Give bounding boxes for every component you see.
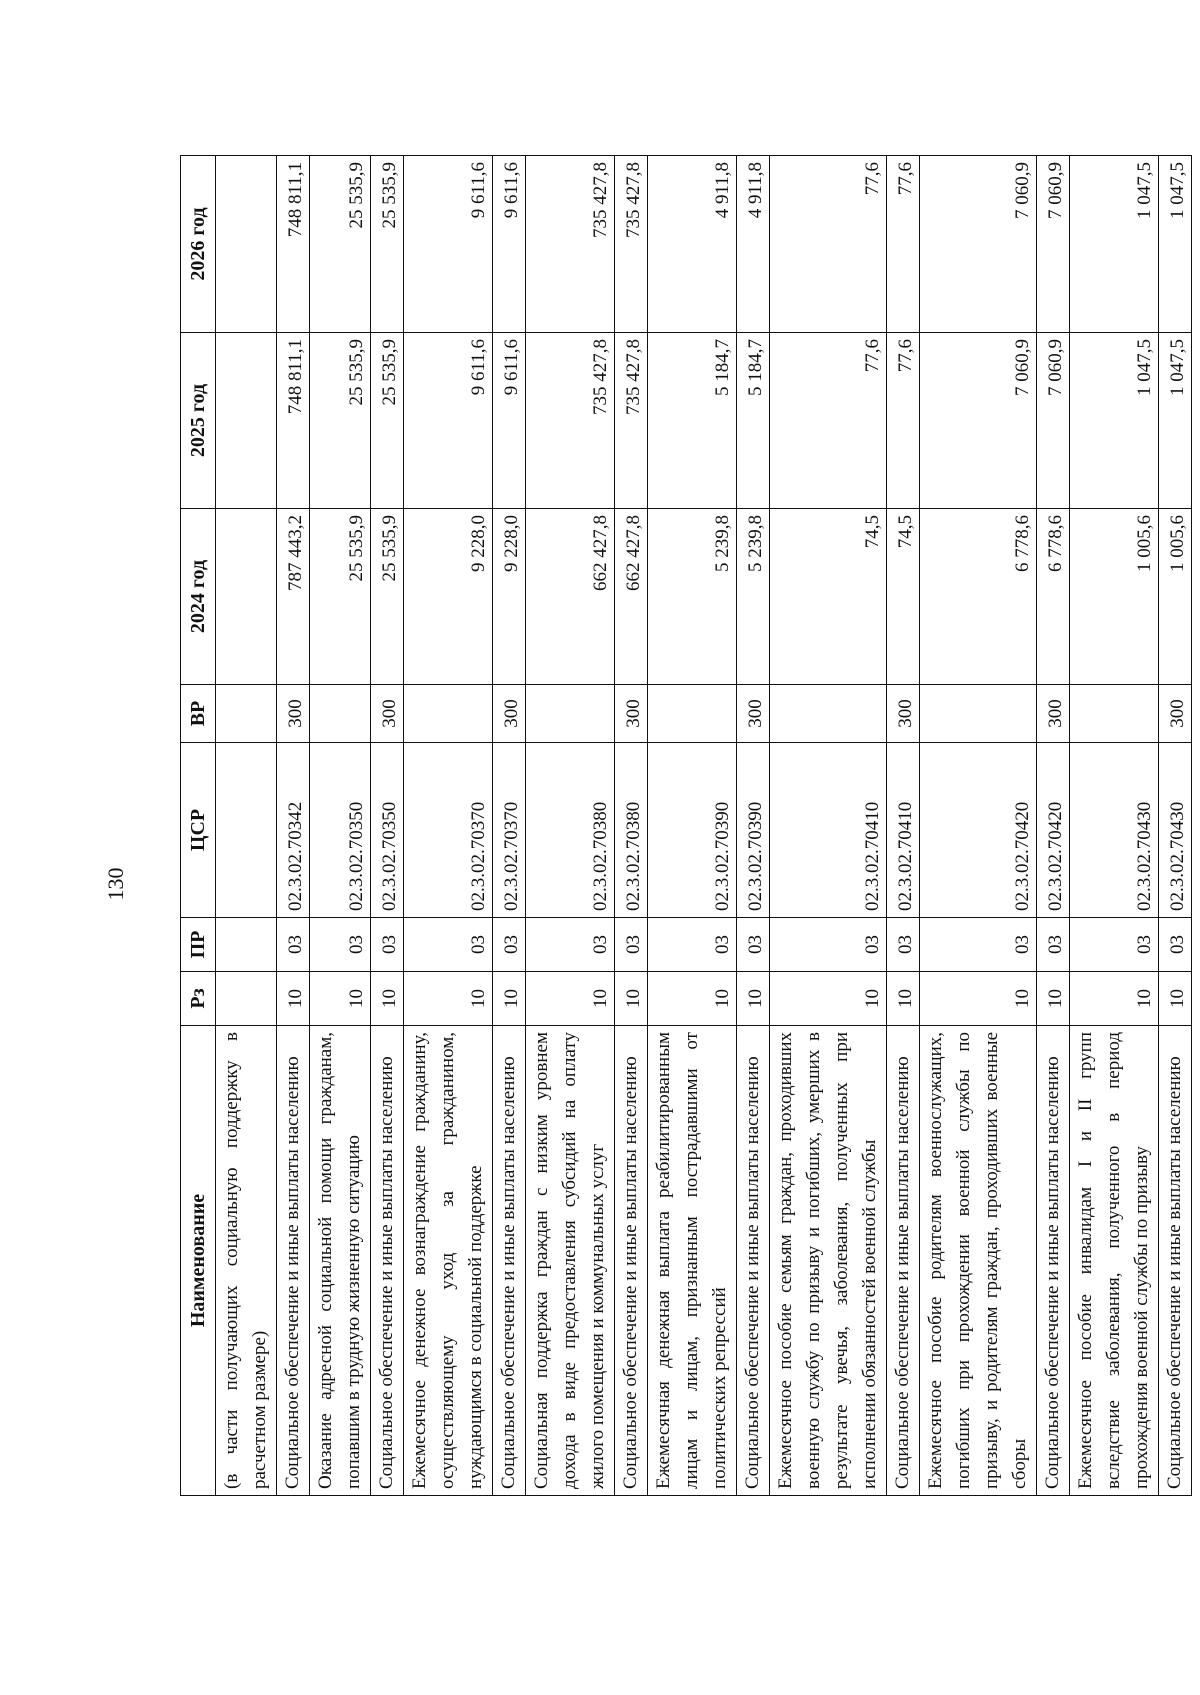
- row-2026: 7 060,9: [920, 156, 1037, 333]
- row-csr: 02.3.02.70430: [1159, 743, 1192, 918]
- row-rz: 10: [277, 972, 310, 1026]
- row-2024: 5 239,8: [648, 509, 737, 685]
- row-2024: 787 443,2: [277, 509, 310, 685]
- row-2026: 735 427,8: [526, 156, 615, 333]
- row-2026: 4 911,8: [737, 156, 770, 333]
- table-row: [216, 156, 277, 1496]
- row-csr: 02.3.02.70420: [920, 743, 1037, 918]
- row-2025: 25 535,9: [310, 333, 371, 509]
- row-rz: 10: [615, 972, 648, 1026]
- row-2024: 74,5: [770, 509, 887, 685]
- row-rz: 10: [648, 972, 737, 1026]
- table-row: [920, 156, 1037, 1496]
- row-name: Социальная поддержка граждан с низким уровнем дохода в виде предоставления субсидий на оплату жилого помещения и коммунальных услуг: [526, 1026, 615, 1496]
- header-2026: 2026 год: [181, 156, 216, 333]
- row-2026: 1 047,5: [1070, 156, 1159, 333]
- row-pr: 03: [770, 918, 887, 972]
- row-2025: 7 060,9: [1037, 333, 1070, 509]
- row-vr: 300: [737, 685, 770, 743]
- table-row: [493, 156, 526, 1496]
- row-name: Ежемесячное пособие семьям граждан, проходивших военную службу по призыву и погибших, умерших в результате увечья, заболевания, полученных при исполнении обязанностей военной службы: [770, 1026, 887, 1496]
- row-pr: 03: [1037, 918, 1070, 972]
- header-2024: 2024 год: [181, 509, 216, 685]
- row-2026: 7 060,9: [1037, 156, 1070, 333]
- budget-table-frame: [180, 156, 1200, 1496]
- row-2025: 748 811,1: [277, 333, 310, 509]
- row-csr: 02.3.02.70370: [404, 743, 493, 918]
- row-pr: 03: [404, 918, 493, 972]
- row-vr: [1070, 685, 1159, 743]
- row-2024: 74,5: [887, 509, 920, 685]
- table-row: [526, 156, 615, 1496]
- row-2025: 25 535,9: [371, 333, 404, 509]
- row-2025: 9 611,6: [493, 333, 526, 509]
- row-2026: 25 535,9: [310, 156, 371, 333]
- row-name: (в части получающих социальную поддержку в расчетном размере): [216, 1026, 277, 1496]
- row-2024: 1 005,6: [1159, 509, 1192, 685]
- header-vr: ВР: [181, 685, 216, 743]
- row-vr: 300: [277, 685, 310, 743]
- table-row: [615, 156, 648, 1496]
- table-row: [277, 156, 310, 1496]
- table-row: [648, 156, 737, 1496]
- row-csr: 02.3.02.70370: [493, 743, 526, 918]
- row-vr: [648, 685, 737, 743]
- table-row: [404, 156, 493, 1496]
- row-rz: 10: [526, 972, 615, 1026]
- table-header-row: [181, 156, 216, 1496]
- row-vr: 300: [1159, 685, 1192, 743]
- row-rz: [216, 972, 277, 1026]
- row-2024: 6 778,6: [1037, 509, 1070, 685]
- row-vr: [216, 685, 277, 743]
- table-row: [1159, 156, 1192, 1496]
- table-row: [371, 156, 404, 1496]
- row-pr: 03: [277, 918, 310, 972]
- page-number: 130: [103, 867, 128, 901]
- row-name: Оказание адресной социальной помощи гражданам, попавшим в трудную жизненную ситуацию: [310, 1026, 371, 1496]
- row-rz: 10: [371, 972, 404, 1026]
- table-row: [1070, 156, 1159, 1496]
- row-csr: 02.3.02.70342: [277, 743, 310, 918]
- table-row: [1037, 156, 1070, 1496]
- row-2026: 77,6: [887, 156, 920, 333]
- row-2025: [216, 333, 277, 509]
- row-pr: [216, 918, 277, 972]
- row-pr: 03: [615, 918, 648, 972]
- row-pr: 03: [310, 918, 371, 972]
- row-2025: 77,6: [770, 333, 887, 509]
- row-csr: 02.3.02.70380: [615, 743, 648, 918]
- row-2025: 735 427,8: [615, 333, 648, 509]
- row-2026: 735 427,8: [615, 156, 648, 333]
- row-vr: 300: [493, 685, 526, 743]
- row-csr: 02.3.02.70410: [887, 743, 920, 918]
- row-name: Социальное обеспечение и иные выплаты населению: [1159, 1026, 1192, 1496]
- row-2026: [216, 156, 277, 333]
- row-csr: 02.3.02.70350: [310, 743, 371, 918]
- row-name: Ежемесячное денежное вознаграждение гражданину, осуществляющему уход за гражданином, нуждающимся в социальной поддержке: [404, 1026, 493, 1496]
- row-name: Социальное обеспечение и иные выплаты населению: [371, 1026, 404, 1496]
- row-vr: 300: [371, 685, 404, 743]
- row-2025: 5 184,7: [737, 333, 770, 509]
- row-2024: 662 427,8: [615, 509, 648, 685]
- row-2025: 7 060,9: [920, 333, 1037, 509]
- row-vr: [920, 685, 1037, 743]
- row-pr: 03: [737, 918, 770, 972]
- row-csr: 02.3.02.70430: [1070, 743, 1159, 918]
- row-rz: 10: [737, 972, 770, 1026]
- header-name: Наименование: [181, 1026, 216, 1496]
- row-2026: 77,6: [770, 156, 887, 333]
- row-2026: 748 811,1: [277, 156, 310, 333]
- row-2025: 1 047,5: [1070, 333, 1159, 509]
- row-2026: 9 611,6: [493, 156, 526, 333]
- row-rz: 10: [920, 972, 1037, 1026]
- row-csr: 02.3.02.70420: [1037, 743, 1070, 918]
- row-csr: 02.3.02.70380: [526, 743, 615, 918]
- row-pr: 03: [493, 918, 526, 972]
- row-2025: 1 047,5: [1159, 333, 1192, 509]
- row-rz: 10: [1037, 972, 1070, 1026]
- row-2026: 4 911,8: [648, 156, 737, 333]
- row-csr: 02.3.02.70350: [371, 743, 404, 918]
- row-vr: 300: [1037, 685, 1070, 743]
- row-vr: 300: [887, 685, 920, 743]
- row-name: Ежемесячная денежная выплата реабилитированным лицам и лицам, признанным пострадавшими от политических репрессий: [648, 1026, 737, 1496]
- row-2026: 25 535,9: [371, 156, 404, 333]
- row-pr: 03: [920, 918, 1037, 972]
- header-csr: ЦСР: [181, 743, 216, 918]
- row-pr: 03: [1070, 918, 1159, 972]
- row-pr: 03: [648, 918, 737, 972]
- row-csr: 02.3.02.70390: [648, 743, 737, 918]
- row-2024: 9 228,0: [493, 509, 526, 685]
- row-2024: [216, 509, 277, 685]
- row-name: Социальное обеспечение и иные выплаты населению: [615, 1026, 648, 1496]
- row-vr: [404, 685, 493, 743]
- row-2024: 1 005,6: [1070, 509, 1159, 685]
- row-name: Социальное обеспечение и иные выплаты населению: [887, 1026, 920, 1496]
- row-vr: 300: [615, 685, 648, 743]
- row-name: Ежемесячное пособие инвалидам I и II групп вследствие заболевания, полученного в период прохождения военной службы по призыву: [1070, 1026, 1159, 1496]
- table-row: [770, 156, 887, 1496]
- row-2024: 662 427,8: [526, 509, 615, 685]
- row-2024: 6 778,6: [920, 509, 1037, 685]
- row-vr: [310, 685, 371, 743]
- row-2024: 9 228,0: [404, 509, 493, 685]
- row-rz: 10: [1159, 972, 1192, 1026]
- row-vr: [770, 685, 887, 743]
- row-name: Социальное обеспечение и иные выплаты населению: [1037, 1026, 1070, 1496]
- header-2025: 2025 год: [181, 333, 216, 509]
- table-row: [737, 156, 770, 1496]
- row-pr: 03: [1159, 918, 1192, 972]
- row-csr: [216, 743, 277, 918]
- row-name: Ежемесячное пособие родителям военнослужащих, погибших при прохождении военной службы по призыву, и родителям граждан, проходивших военные сборы: [920, 1026, 1037, 1496]
- budget-table: [180, 155, 1192, 1496]
- row-2025: 77,6: [887, 333, 920, 509]
- row-2025: 9 611,6: [404, 333, 493, 509]
- row-rz: 10: [404, 972, 493, 1026]
- row-csr: 02.3.02.70390: [737, 743, 770, 918]
- row-rz: 10: [1070, 972, 1159, 1026]
- row-2025: 5 184,7: [648, 333, 737, 509]
- row-2024: 25 535,9: [371, 509, 404, 685]
- row-pr: 03: [371, 918, 404, 972]
- row-name: Социальное обеспечение и иные выплаты населению: [493, 1026, 526, 1496]
- header-pr: ПР: [181, 918, 216, 972]
- row-rz: 10: [493, 972, 526, 1026]
- row-name: Социальное обеспечение и иные выплаты населению: [277, 1026, 310, 1496]
- row-csr: 02.3.02.70410: [770, 743, 887, 918]
- row-2026: 9 611,6: [404, 156, 493, 333]
- row-2024: 5 239,8: [737, 509, 770, 685]
- row-pr: 03: [887, 918, 920, 972]
- table-row: [887, 156, 920, 1496]
- row-rz: 10: [770, 972, 887, 1026]
- row-rz: 10: [310, 972, 371, 1026]
- row-rz: 10: [887, 972, 920, 1026]
- row-vr: [526, 685, 615, 743]
- row-name: Социальное обеспечение и иные выплаты населению: [737, 1026, 770, 1496]
- rotated-page-content: [180, 156, 1200, 1489]
- row-2026: 1 047,5: [1159, 156, 1192, 333]
- row-pr: 03: [526, 918, 615, 972]
- row-2024: 25 535,9: [310, 509, 371, 685]
- table-row: [310, 156, 371, 1496]
- row-2025: 735 427,8: [526, 333, 615, 509]
- header-rz: Рз: [181, 972, 216, 1026]
